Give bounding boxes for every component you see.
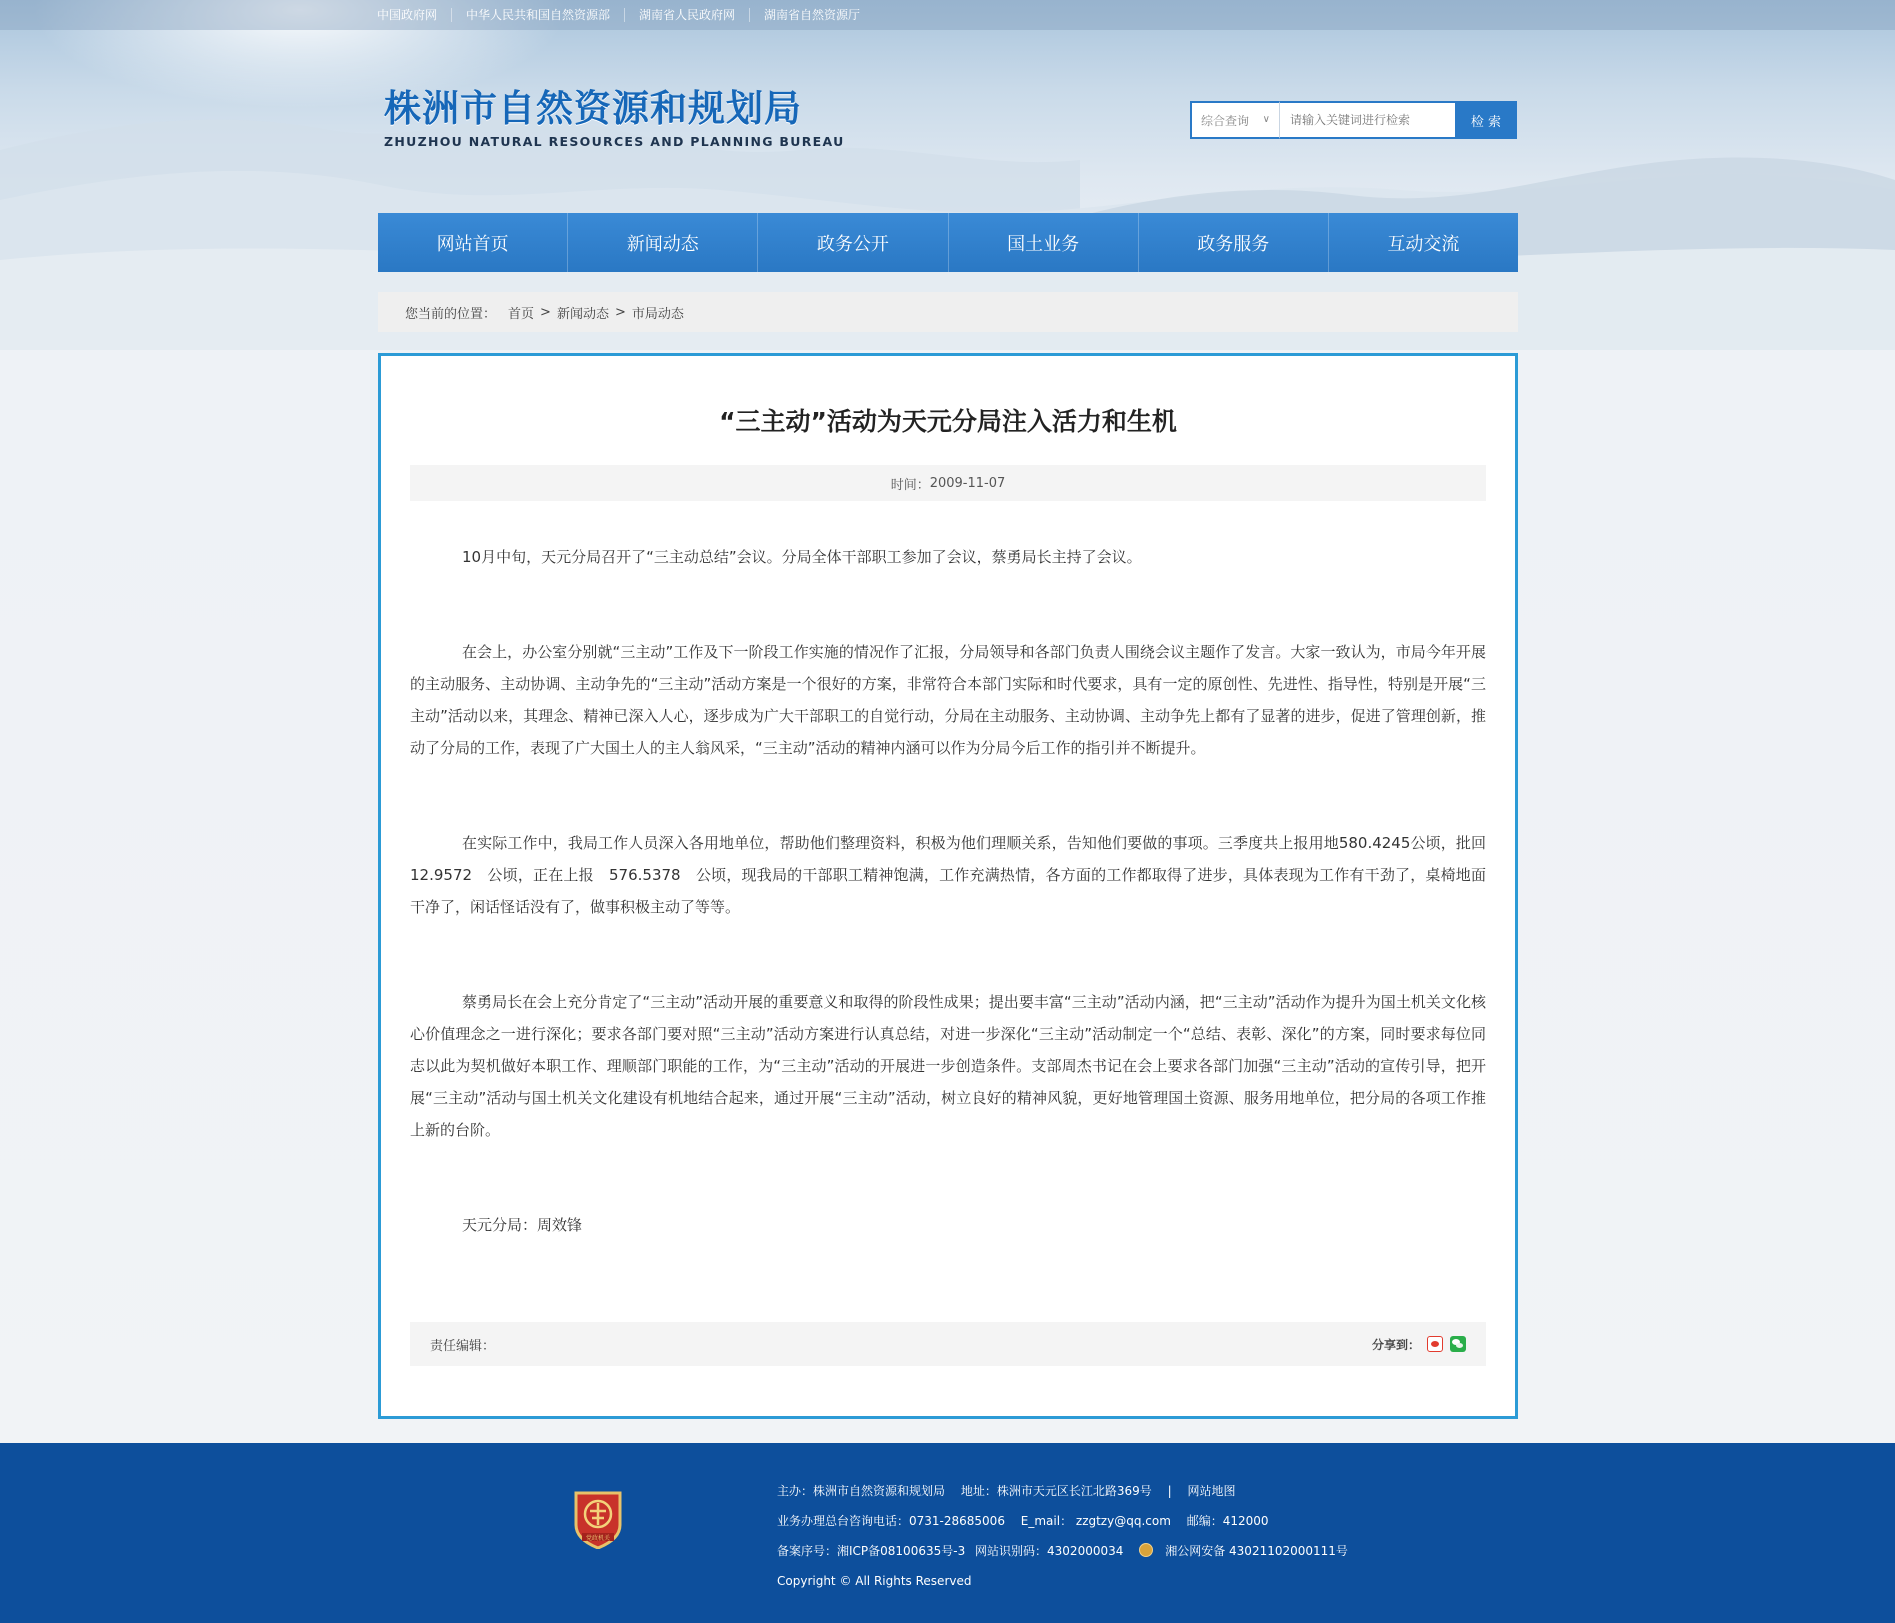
nav-item-news[interactable]: 新闻动态 xyxy=(567,213,757,272)
top-links xyxy=(377,0,874,30)
footer-phone: 业务办理总台咨询电话：0731-28685006 xyxy=(777,1514,1005,1528)
site-logo[interactable] xyxy=(384,88,845,150)
search-type-label: 综合查询 xyxy=(1201,113,1250,128)
article-paragraph: 在会上，办公室分别就“三主动”工作及下一阶段工作实施的情况作了汇报，分局领导和各部门负责人围绕会议主题作了发言。大家一致认为，市局今年开展的主动服务、主动协调、主动争先的“三主动”活动方案是一个很好的方案，非常符合本部门实际和时代要求，具有一定的原创性、先进性、指导性，特别是开展“三主动”活动以来，其理念、精神已深入人心，逐步成为广大干部职工的自觉行动，分局在主动服务、主动协调、主动争先上都有了显著的进步，促进了管理创新，推动了分局的工作，表现了广大国土人的主人翁风采，“三主动”活动的精神内涵可以作为分局今后工作的指引并不断提升。 xyxy=(410,643,1486,757)
breadcrumb xyxy=(378,292,1518,332)
article-paragraph: 在实际工作中，我局工作人员深入各用地单位，帮助他们整理资料，积极为他们理顺关系，告知他们要做的事项。三季度共上报用地580.4245公顷，批回12.9572 公顷，正在上报 576.5378 公顷，现我局的干部职工精神饱满，工作充满热情，各方面的工作都取得了进步，具体表现为工作有干劲了，桌椅地面干净了，闲话怪话没有了，做事积极主动了等等。 xyxy=(410,834,1486,916)
logo-english-name: ZHUZHOU NATURAL RESOURCES AND PLANNING BUREAU xyxy=(384,134,845,149)
nav-item-home[interactable]: 网站首页 xyxy=(436,233,509,255)
article-body xyxy=(410,541,1486,1241)
wechat-icon[interactable] xyxy=(1450,1336,1466,1352)
share-label: 分享到： xyxy=(1371,1337,1420,1352)
breadcrumb-home[interactable]: 首页 xyxy=(508,306,535,322)
footer-copyright: Copyright © All Rights Reserved xyxy=(777,1574,972,1588)
footer-sitemap-link[interactable]: 网站地图 xyxy=(1187,1484,1236,1498)
footer-row-record xyxy=(777,1536,1348,1566)
top-link-hunan-nr[interactable]: 湖南省自然资源厅 xyxy=(749,8,874,22)
top-link-bar xyxy=(0,0,1895,30)
top-link-gov[interactable]: 中国政府网 xyxy=(377,8,438,22)
article-title: “三主动”活动为天元分局注入活力和生机 xyxy=(719,407,1177,436)
logo-chinese-name: 株洲市自然资源和规划局 xyxy=(384,87,802,130)
search-input[interactable] xyxy=(1280,101,1455,139)
emblem-text: 党政机关 xyxy=(585,1535,611,1542)
police-badge-icon xyxy=(1139,1543,1153,1557)
article-meta xyxy=(410,465,1486,501)
breadcrumb-separator: > xyxy=(614,304,626,320)
site-footer xyxy=(0,1443,1895,1623)
breadcrumb-label: 您当前的位置： xyxy=(405,306,497,322)
party-gov-emblem-icon[interactable] xyxy=(572,1487,624,1549)
footer-email: E_mail： zzgtzy@qq.com xyxy=(1020,1514,1171,1528)
nav-item-gov-affairs[interactable]: 政务公开 xyxy=(757,213,947,272)
chevron-down-icon: ∨ xyxy=(1262,114,1270,125)
article-author: 天元分局：周效锋 xyxy=(462,1216,583,1234)
breadcrumb-separator: > xyxy=(540,304,551,320)
nav-item-gov-services[interactable]: 政务服务 xyxy=(1138,213,1328,272)
main-nav xyxy=(378,213,1518,272)
footer-zip: 邮编：412000 xyxy=(1186,1514,1269,1528)
footer-host: 主办：株洲市自然资源和规划局 xyxy=(777,1484,946,1498)
footer-site-id: 网站识别码：4302000034 xyxy=(975,1544,1124,1558)
search-type-select[interactable] xyxy=(1190,101,1280,139)
breadcrumb-news[interactable]: 新闻动态 xyxy=(556,306,609,322)
share-group xyxy=(1372,1336,1486,1353)
breadcrumb-city-news[interactable]: 市局动态 xyxy=(631,306,684,322)
footer-row-host xyxy=(777,1476,1348,1506)
search-box xyxy=(1190,101,1517,139)
footer-row-contact xyxy=(777,1506,1348,1536)
article-time-value: 2009-11-07 xyxy=(929,475,1006,491)
nav-item-interaction[interactable]: 互动交流 xyxy=(1328,213,1518,272)
article-paragraph: 10月中旬，天元分局召开了“三主动总结”会议。分局全体干部职工参加了会议，蔡勇局长主持了会议。 xyxy=(462,548,1142,566)
footer-police-record-link[interactable]: 湘公网安备 43021102000111号 xyxy=(1165,1544,1348,1558)
top-link-hunan-gov[interactable]: 湖南省人民政府网 xyxy=(624,8,749,22)
editor-label: 责任编辑： xyxy=(430,1338,496,1354)
footer-info xyxy=(777,1476,1348,1596)
footer-address: 地址：株洲市天元区长江北路369号 xyxy=(960,1484,1152,1498)
top-link-mnr[interactable]: 中华人民共和国自然资源部 xyxy=(451,8,624,22)
footer-icp-link[interactable]: 备案序号：湘ICP备08100635号-3 xyxy=(777,1544,966,1558)
nav-item-land-business[interactable]: 国土业务 xyxy=(948,213,1138,272)
article-panel xyxy=(378,353,1518,1419)
weibo-icon[interactable] xyxy=(1427,1336,1443,1352)
search-button[interactable]: 检 索 xyxy=(1455,101,1517,139)
article-footer-bar xyxy=(410,1322,1486,1366)
article-time-label: 时间： xyxy=(890,477,930,493)
article-paragraph: 蔡勇局长在会上充分肯定了“三主动”活动开展的重要意义和取得的阶段性成果；提出要丰富“三主动”活动内涵，把“三主动”活动作为提升为国土机关文化核心价值理念之一进行深化；要求各部门要对照“三主动”活动方案进行认真总结，对进一步深化“三主动”活动制定一个“总结、表彰、深化”的方案，同时要求每位同志以此为契机做好本职工作、理顺部门职能的工作，为“三主动”活动的开展进一步创造条件。支部周杰书记在会上要求各部门加强“三主动”活动的宣传引导，把开展“三主动”活动与国土机关文化建设有机地结合起来，通过开展“三主动”活动，树立良好的精神风貌，更好地管理国土资源、服务用地单位，把分局的各项工作推上新的台阶。 xyxy=(410,993,1486,1139)
footer-divider: | xyxy=(1167,1484,1172,1498)
